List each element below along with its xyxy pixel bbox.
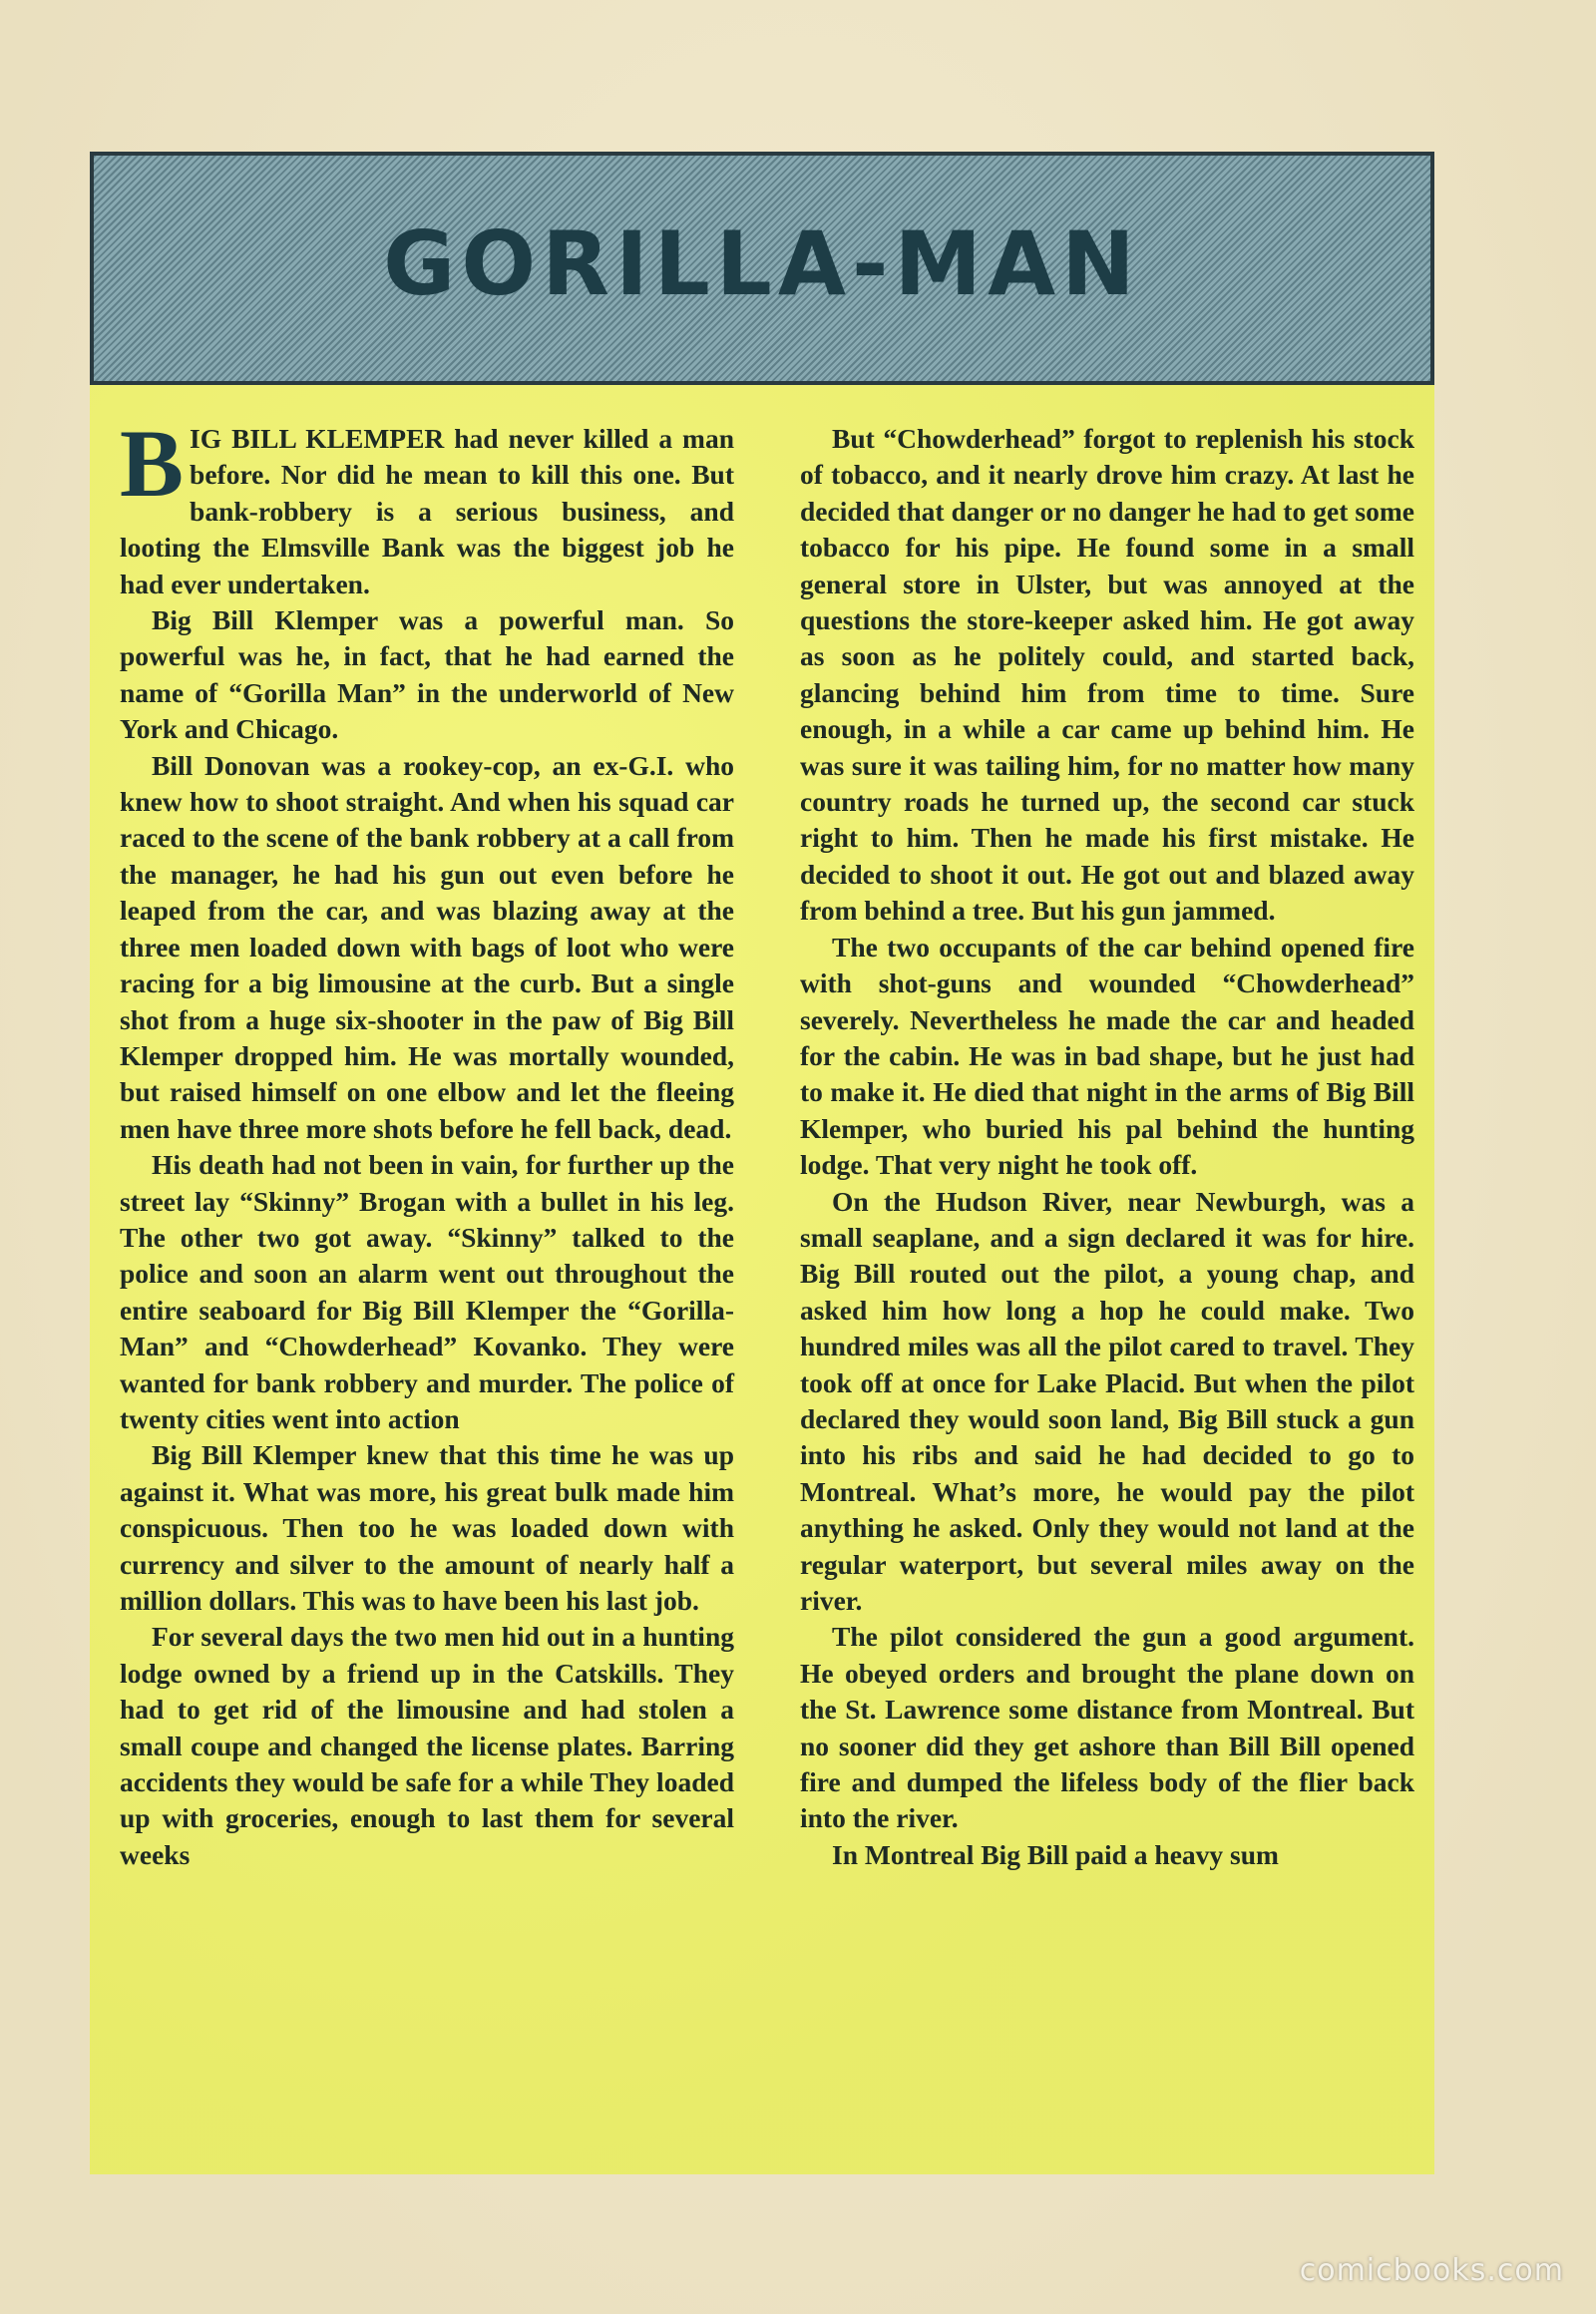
site-watermark: comicbooks.com <box>1299 2253 1564 2288</box>
story-paragraph: But “Chowderhead” forgot to replenish his stock of tobacco, and it nearly drove him crazy. At last he decided that danger or no danger he had to get some tobacco for his pipe. He found some in a small general store in Ulster, but was annoyed at the questions the store-keeper asked him. He got away as soon as he politely could, and started back, glancing behind him from time to time. Sure enough, in a while a car came up behind him. He was sure it was tailing him, for no matter how many country roads he turned up, the second car stuck right to him. Then he made his first mistake. He decided to shoot it out. He got out and blazed away from behind a tree. But his gun jammed. <box>800 423 1414 927</box>
story-paragraph: The pilot considered the gun a good argument. He obeyed orders and brought the plane down on the St. Lawrence some distance from Montreal. But no sooner did they get ashore than Bill Bill opened fire and dumped the lifeless body of the flier back into the river. <box>800 1621 1414 1834</box>
story-paragraph: Bill Donovan was a rookey-cop, an ex-G.I. who knew how to shoot straight. And when his squad car raced to the scene of the bank robbery at a call from the manager, he had his gun out even before he leaped from the car, and was blazing away at the three men loaded down with bags of loot who were racing for a big limousine at the curb. But a single shot from a huge six-shooter in the paw of Big Bill Klemper dropped him. He was mortally wounded, but raised himself on one elbow and let the fleeing men have three more shots before he fell back, dead. <box>120 749 734 1144</box>
story-paragraph-text: IG BILL KLEMPER had never killed a man before. Nor did he mean to kill this one. But bank-robbery is a serious business, and looting the Elmsville Bank was the biggest job he had ever undertaken. <box>120 423 734 599</box>
story-text-panel <box>90 385 1434 2174</box>
story-paragraph: The two occupants of the car behind opened fire with shot-guns and wounded “Chowderhead” severely. Nevertheless he made the car and headed for the cabin. He was in bad shape, but he just had to make it. He died that night in the arms of Big Bill Klemper, who buried his pal behind the hunting lodge. That very night he took off. <box>800 931 1414 1181</box>
page-title: GORILLA-MAN <box>383 211 1141 315</box>
story-paragraph <box>120 410 734 602</box>
story-paragraph: Big Bill Klemper was a powerful man. So powerful was he, in fact, that he had earned the name of “Gorilla Man” in the underworld of New York and Chicago. <box>120 604 734 745</box>
drop-cap: B <box>120 410 185 517</box>
story-column-left <box>120 410 734 1873</box>
story-paragraph: Big Bill Klemper knew that this time he was up against it. What was more, his great bulk made him conspicuous. Then too he was loaded down with currency and silver to the amount of nearly half a million dollars. This was to have been his last job. <box>120 1439 734 1616</box>
story-paragraph: His death had not been in vain, for further up the street lay “Skinny” Brogan with a bullet in his leg. The other two got away. “Skinny” talked to the police and soon an alarm went out throughout the entire seaboard for Big Bill Klemper the “Gorilla-Man” and “Chowderhead” Kovanko. They were wanted for bank robbery and murder. The police of twenty cities went into action <box>120 1149 734 1434</box>
title-banner <box>90 152 1434 385</box>
story-paragraph: In Montreal Big Bill paid a heavy sum <box>832 1838 1279 1870</box>
story-column-right <box>800 421 1414 1873</box>
story-paragraph: For several days the two men hid out in a hunting lodge owned by a friend up in the Catskills. They had to get rid of the limousine and had stolen a small coupe and changed the license plates. Barring accidents they would be safe for a while They loaded up with groceries, enough to last them for several weeks <box>120 1621 734 1870</box>
story-paragraph: On the Hudson River, near Newburgh, was a small seaplane, and a sign declared it was for hire. Big Bill routed out the pilot, a young chap, and asked him how long a hop he could make. Two hundred miles was all the pilot cared to travel. They took off at once for Lake Placid. But when the pilot declared they would soon land, Big Bill stuck a gun into his ribs and said he had decided to go to Montreal. What’s more, he would pay the pilot anything he asked. Only they would not land at the regular waterport, but several miles away on the river. <box>800 1185 1414 1616</box>
